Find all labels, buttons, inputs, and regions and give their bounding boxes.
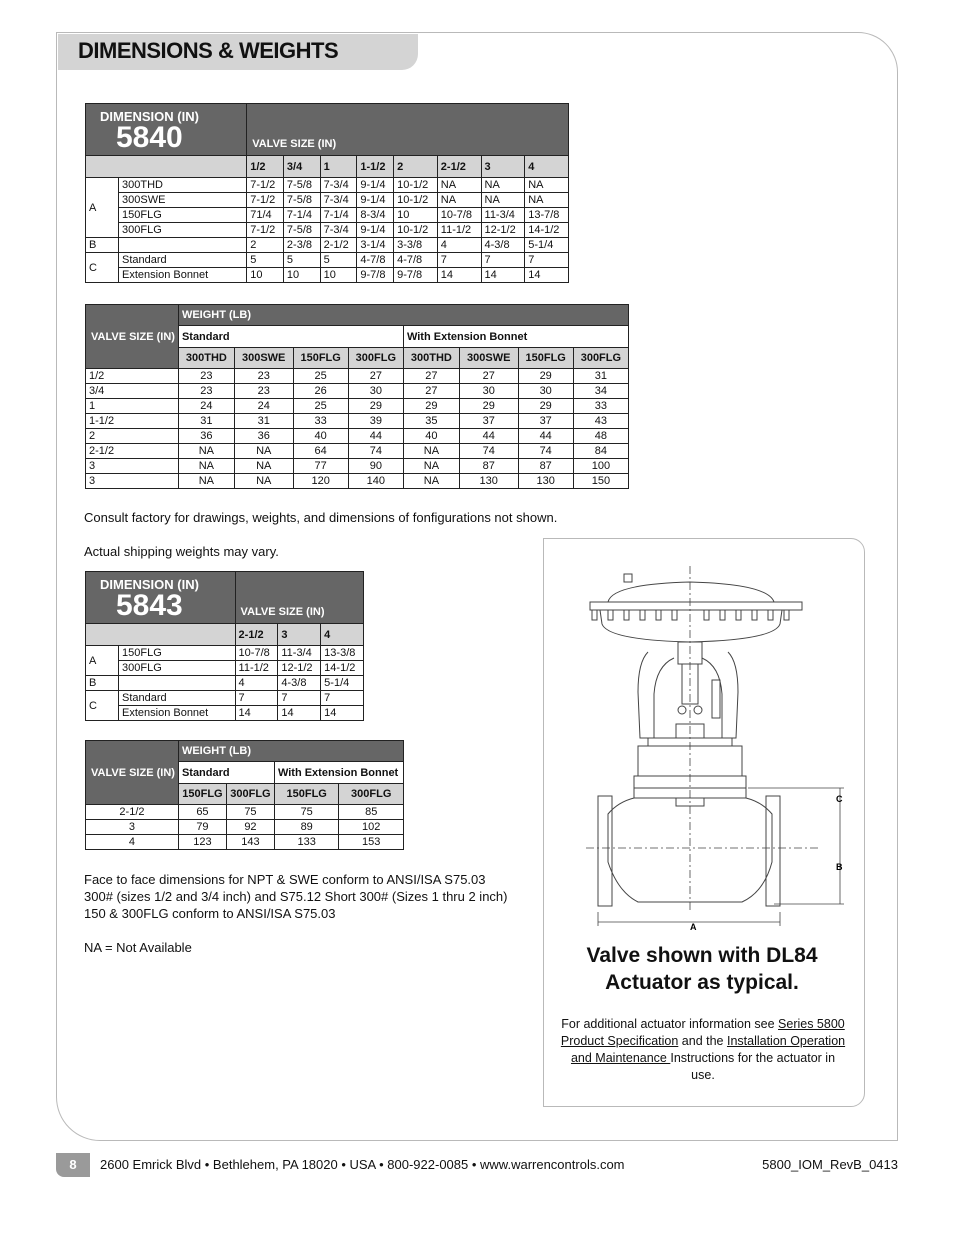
dimension-value: NA: [481, 193, 525, 208]
weight-value: 84: [573, 444, 628, 459]
dimension-row: [86, 178, 569, 193]
valve-size-cell: 3/4: [86, 384, 179, 399]
dimension-value: 7-3/4: [320, 178, 357, 193]
weight-value: 35: [403, 414, 459, 429]
weight-value: 79: [178, 820, 226, 835]
dimension-value: 9-1/4: [357, 193, 394, 208]
weight-value: 87: [459, 459, 518, 474]
connection-label: 300THD: [119, 178, 247, 193]
weight-value: 65: [178, 805, 226, 820]
valve-size-header: VALVE SIZE (IN): [86, 741, 179, 805]
dimension-value: 13-7/8: [525, 208, 569, 223]
weight-value: 100: [573, 459, 628, 474]
panel-note-text: For additional actuator information see: [561, 1017, 779, 1031]
weight-value: 153: [339, 835, 404, 850]
weight-value: 27: [403, 384, 459, 399]
stem-nut-left: [678, 706, 686, 714]
connection-column-header: 300SWE: [234, 348, 293, 369]
dimension-value: 14: [481, 268, 525, 283]
connection-label: Extension Bonnet: [119, 268, 247, 283]
weight-row: [86, 835, 404, 850]
extension-bonnet-header: With Extension Bonnet: [274, 762, 403, 784]
weight-value: NA: [178, 444, 234, 459]
panel-note-text: Instructions for the actuator in use.: [670, 1051, 836, 1082]
weight-value: 130: [459, 474, 518, 489]
weight-value: 39: [348, 414, 403, 429]
weight-value: 29: [348, 399, 403, 414]
end-flange-right: [766, 796, 780, 906]
weight-value: 77: [293, 459, 348, 474]
weight-value: 37: [459, 414, 518, 429]
weight-row: [86, 805, 404, 820]
travel-indicator: [712, 680, 720, 718]
dimension-value: 4: [437, 238, 481, 253]
dimension-value: 5: [320, 253, 357, 268]
actuator-top-dome: [608, 582, 774, 602]
dimension-value: 12-1/2: [481, 223, 525, 238]
size-col: 2: [394, 156, 438, 178]
connection-label: 300FLG: [119, 661, 236, 676]
dimension-value: 9-1/4: [357, 223, 394, 238]
dimension-row: [86, 253, 569, 268]
standard-header: Standard: [178, 762, 274, 784]
connection-column-header: 150FLG: [178, 784, 226, 805]
weight-value: NA: [403, 444, 459, 459]
panel-title: [543, 942, 861, 996]
connection-label: Extension Bonnet: [119, 706, 236, 721]
dimension-value: 71/4: [247, 208, 284, 223]
dimension-group-label: A: [86, 178, 119, 238]
dimension-value: NA: [437, 178, 481, 193]
dimension-value: 7-1/2: [247, 223, 284, 238]
dimension-value: 9-7/8: [394, 268, 438, 283]
dimension-value: 14-1/2: [321, 661, 364, 676]
face-to-face-note-3: 150 & 300FLG conform to ANSI/ISA S75.03: [84, 906, 336, 921]
weight-value: 30: [518, 384, 573, 399]
dimension-group-label: C: [86, 691, 119, 721]
weight-value: 44: [518, 429, 573, 444]
dimension-value: 8-3/4: [357, 208, 394, 223]
panel-title-line-2: Actuator as typical.: [605, 971, 799, 994]
product-specification-link[interactable]: Series 5800 Product Specification: [560, 1017, 845, 1048]
dimension-value: 10: [320, 268, 357, 283]
weight-value: 40: [293, 429, 348, 444]
valve-diagram: [578, 562, 868, 942]
dimension-label: DIMENSION (IN): [100, 108, 199, 124]
connection-label: [119, 238, 247, 253]
dimension-value: 7-5/8: [283, 178, 320, 193]
weight-value: 64: [293, 444, 348, 459]
weight-value: NA: [178, 459, 234, 474]
valve-size-cell: 2-1/2: [86, 805, 179, 820]
weight-value: 150: [573, 474, 628, 489]
weight-value: 74: [459, 444, 518, 459]
weight-header: WEIGHT (LB): [178, 741, 403, 762]
valve-size-label: VALVE SIZE (IN): [247, 104, 569, 156]
dimension-row: [86, 706, 364, 721]
actuator-flange: [590, 602, 802, 610]
size-header-row: [86, 624, 364, 646]
dimension-value: 7: [235, 691, 278, 706]
weight-value: 29: [518, 399, 573, 414]
size-col: 3: [278, 624, 321, 646]
valve-size-cell: 4: [86, 835, 179, 850]
connection-column-header: 300THD: [178, 348, 234, 369]
dimension-value: 4-3/8: [278, 676, 321, 691]
weight-value: 120: [293, 474, 348, 489]
weight-value: 30: [348, 384, 403, 399]
weight-value: 130: [518, 474, 573, 489]
dimension-value: 14-1/2: [525, 223, 569, 238]
dimension-value: 5: [247, 253, 284, 268]
size-col: 1-1/2: [357, 156, 394, 178]
dimension-value: 10-1/2: [394, 178, 438, 193]
weight-row: [86, 399, 629, 414]
dimension-value: 10-7/8: [235, 646, 278, 661]
weight-value: 29: [518, 369, 573, 384]
weight-value: 48: [573, 429, 628, 444]
dimension-value: 11-3/4: [278, 646, 321, 661]
valve-size-header: VALVE SIZE (IN): [86, 305, 179, 369]
dimension-value: 10: [283, 268, 320, 283]
weight-value: 33: [573, 399, 628, 414]
na-note: NA = Not Available: [84, 940, 192, 955]
dimension-value: 12-1/2: [278, 661, 321, 676]
dimension-row: [86, 646, 364, 661]
weight-value: NA: [403, 459, 459, 474]
weight-value: 24: [234, 399, 293, 414]
dimension-value: 9-7/8: [357, 268, 394, 283]
weight-value: 75: [226, 805, 274, 820]
weight-value: 25: [293, 399, 348, 414]
dimension-value: 11-1/2: [437, 223, 481, 238]
shipping-note: Actual shipping weights may vary.: [84, 544, 279, 559]
weight-value: 31: [234, 414, 293, 429]
weight-value: 140: [348, 474, 403, 489]
connection-label: 150FLG: [119, 646, 236, 661]
dimension-value: 4-7/8: [394, 253, 438, 268]
dimension-value: 3-3/8: [394, 238, 438, 253]
connection-column-header: 300SWE: [459, 348, 518, 369]
dimension-value: 7-1/2: [247, 193, 284, 208]
valve-size-cell: 1: [86, 399, 179, 414]
dimension-value: 14: [278, 706, 321, 721]
dimension-row: [86, 208, 569, 223]
weight-value: 26: [293, 384, 348, 399]
weight-value: 23: [234, 384, 293, 399]
weight-value: 74: [348, 444, 403, 459]
panel-note: [558, 1016, 848, 1084]
extension-bonnet-header: With Extension Bonnet: [403, 326, 628, 348]
weight-row: [86, 369, 629, 384]
weight-value: 33: [293, 414, 348, 429]
dimension-value: 7-5/8: [283, 223, 320, 238]
dimension-value: 4: [235, 676, 278, 691]
document-number: 5800_IOM_RevB_0413: [762, 1157, 898, 1172]
weight-value: NA: [178, 474, 234, 489]
model-number: 5840: [116, 120, 183, 154]
connection-column-header: 300FLG: [348, 348, 403, 369]
weight-value: 37: [518, 414, 573, 429]
dimension-value: 10-1/2: [394, 223, 438, 238]
valve-size-label: VALVE SIZE (IN): [235, 572, 363, 624]
dimensions-table-5843: [85, 571, 364, 721]
dimension-value: 14: [525, 268, 569, 283]
weight-value: 74: [518, 444, 573, 459]
dimension-value: 7-1/4: [320, 208, 357, 223]
size-col: 3/4: [283, 156, 320, 178]
weight-value: 85: [339, 805, 404, 820]
dimension-group-label: B: [86, 676, 119, 691]
weight-value: 25: [293, 369, 348, 384]
model-number: 5843: [116, 588, 183, 622]
size-col: 2-1/2: [437, 156, 481, 178]
dimension-value: 7: [321, 691, 364, 706]
dimension-row: [86, 676, 364, 691]
standard-header: Standard: [178, 326, 403, 348]
valve-size-cell: 3: [86, 820, 179, 835]
dimension-value: 7: [437, 253, 481, 268]
stem-nut-right: [694, 706, 702, 714]
dimension-group-label: B: [86, 238, 119, 253]
dimension-value: 5-1/4: [321, 676, 364, 691]
valve-size-cell: 3: [86, 474, 179, 489]
weight-value: 23: [234, 369, 293, 384]
dimension-row: [86, 193, 569, 208]
weight-row: [86, 429, 629, 444]
size-col: 4: [321, 624, 364, 646]
weight-value: 43: [573, 414, 628, 429]
panel-note-text: and the: [678, 1034, 727, 1048]
size-col: 2-1/2: [235, 624, 278, 646]
dimension-row: [86, 238, 569, 253]
dimension-value: 14: [437, 268, 481, 283]
connection-label: 150FLG: [119, 208, 247, 223]
weight-value: 29: [459, 399, 518, 414]
dimension-value: 13-3/8: [321, 646, 364, 661]
weight-value: 23: [178, 369, 234, 384]
weight-value: 133: [274, 835, 339, 850]
connection-column-header: 150FLG: [274, 784, 339, 805]
weight-value: 27: [403, 369, 459, 384]
dimension-value: 14: [235, 706, 278, 721]
dimension-value: 7: [481, 253, 525, 268]
size-col: 3: [481, 156, 525, 178]
connection-label: 300FLG: [119, 223, 247, 238]
face-to-face-note-2: 300# (sizes 1/2 and 3/4 inch) and S75.12 Short 300# (Sizes 1 thru 2 inch): [84, 889, 508, 904]
weight-row: [86, 459, 629, 474]
dimensions-table-5840: [85, 103, 569, 283]
dimension-value: 2: [247, 238, 284, 253]
dimension-value: 2-3/8: [283, 238, 320, 253]
weight-value: 27: [459, 369, 518, 384]
weight-value: 34: [573, 384, 628, 399]
dimension-value: 7-3/4: [320, 223, 357, 238]
dimension-header-cell: [86, 104, 247, 156]
dimension-value: 5-1/4: [525, 238, 569, 253]
dimension-row: [86, 268, 569, 283]
weight-value: 40: [403, 429, 459, 444]
dimension-value: 9-1/4: [357, 178, 394, 193]
dim-c-label: C: [836, 794, 843, 804]
weight-value: 75: [274, 805, 339, 820]
connection-column-header: 300FLG: [339, 784, 404, 805]
dimension-row: [86, 223, 569, 238]
dim-b-label: B: [836, 862, 843, 872]
dimension-value: 4-3/8: [481, 238, 525, 253]
face-to-face-note-1: Face to face dimensions for NPT & SWE conform to ANSI/ISA S75.03: [84, 872, 486, 887]
weight-value: 23: [178, 384, 234, 399]
dimension-value: 10-7/8: [437, 208, 481, 223]
connection-label: 300SWE: [119, 193, 247, 208]
dimension-value: 7-3/4: [320, 193, 357, 208]
weight-value: 27: [348, 369, 403, 384]
dimension-group-label: C: [86, 253, 119, 283]
size-col: 4: [525, 156, 569, 178]
dimension-value: 14: [321, 706, 364, 721]
weight-header: WEIGHT (LB): [178, 305, 628, 326]
dimension-value: 7: [278, 691, 321, 706]
dimension-value: NA: [481, 178, 525, 193]
weight-value: 29: [403, 399, 459, 414]
weight-value: NA: [234, 474, 293, 489]
weight-row: [86, 474, 629, 489]
dimension-value: 11-1/2: [235, 661, 278, 676]
weights-table-5840: [85, 304, 629, 489]
size-col: 1: [320, 156, 357, 178]
weight-value: 90: [348, 459, 403, 474]
dimension-row: [86, 691, 364, 706]
connection-column-header: 300THD: [403, 348, 459, 369]
weights-table-5843: [85, 740, 404, 850]
weight-row: [86, 414, 629, 429]
weight-value: 31: [573, 369, 628, 384]
weight-value: NA: [234, 444, 293, 459]
weight-value: NA: [234, 459, 293, 474]
dimension-value: 10: [394, 208, 438, 223]
dimension-value: 4-7/8: [357, 253, 394, 268]
dimension-value: 11-3/4: [481, 208, 525, 223]
weight-value: 92: [226, 820, 274, 835]
dimension-value: 7: [525, 253, 569, 268]
yoke-left-leg: [638, 652, 674, 738]
valve-size-cell: 1-1/2: [86, 414, 179, 429]
weight-value: 44: [348, 429, 403, 444]
weight-value: 102: [339, 820, 404, 835]
page-title: DIMENSIONS & WEIGHTS: [78, 38, 339, 63]
dimension-header-cell: [86, 572, 236, 624]
dimension-value: 2-1/2: [320, 238, 357, 253]
dimension-value: 10: [247, 268, 284, 283]
weight-value: 87: [518, 459, 573, 474]
size-header-row: [86, 156, 569, 178]
valve-size-cell: 2-1/2: [86, 444, 179, 459]
connection-column-header: 150FLG: [293, 348, 348, 369]
connection-label: Standard: [119, 253, 247, 268]
vent-plug: [624, 574, 632, 582]
dimension-value: NA: [525, 178, 569, 193]
dim-a-label: A: [690, 922, 697, 932]
weight-row: [86, 384, 629, 399]
weight-value: 143: [226, 835, 274, 850]
valve-size-cell: 2: [86, 429, 179, 444]
dimension-value: 7-1/4: [283, 208, 320, 223]
page-number: 8: [56, 1153, 90, 1177]
weight-value: 30: [459, 384, 518, 399]
consult-note: Consult factory for drawings, weights, and dimensions of fonfigurations not shown.: [84, 510, 558, 525]
panel-title-line-1: Valve shown with DL84: [586, 944, 818, 967]
weight-value: 24: [178, 399, 234, 414]
size-col: 1/2: [247, 156, 284, 178]
valve-size-cell: 3: [86, 459, 179, 474]
weight-value: 44: [459, 429, 518, 444]
dimension-value: 7-5/8: [283, 193, 320, 208]
dimension-value: 7-1/2: [247, 178, 284, 193]
actuator-bottom-dome: [600, 610, 782, 642]
actuator-bolts: [592, 610, 789, 620]
weight-row: [86, 444, 629, 459]
connection-column-header: 150FLG: [518, 348, 573, 369]
connection-label: [119, 676, 236, 691]
weight-value: 123: [178, 835, 226, 850]
footer-address: 2600 Emrick Blvd • Bethlehem, PA 18020 • USA • 800-922-0085 • www.warrencontrols.com: [100, 1157, 625, 1172]
connection-label: Standard: [119, 691, 236, 706]
dimension-label: DIMENSION (IN): [100, 576, 199, 592]
weight-row: [86, 820, 404, 835]
dimension-row: [86, 661, 364, 676]
weight-value: 89: [274, 820, 339, 835]
dimension-value: 3-1/4: [357, 238, 394, 253]
connection-column-header: 300FLG: [573, 348, 628, 369]
connection-column-header: 300FLG: [226, 784, 274, 805]
valve-size-cell: 1/2: [86, 369, 179, 384]
dimension-value: 5: [283, 253, 320, 268]
weight-value: 31: [178, 414, 234, 429]
dimension-group-label: A: [86, 646, 119, 676]
weight-value: 36: [234, 429, 293, 444]
dimension-value: NA: [525, 193, 569, 208]
dimension-value: 10-1/2: [394, 193, 438, 208]
weight-value: 36: [178, 429, 234, 444]
iom-link[interactable]: Installation Operation and Maintenance: [570, 1034, 846, 1065]
weight-value: NA: [403, 474, 459, 489]
dimension-value: NA: [437, 193, 481, 208]
